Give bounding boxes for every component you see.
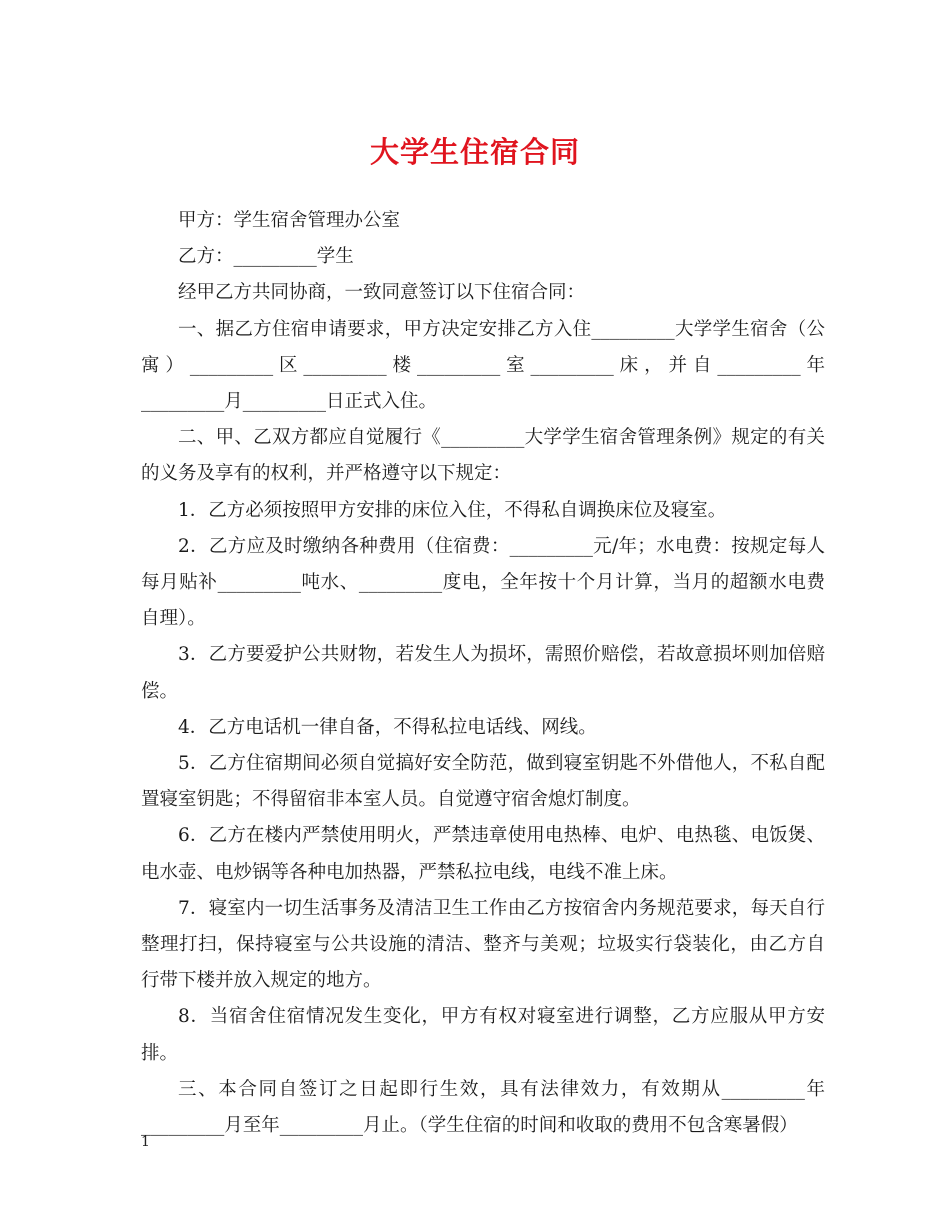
rule-3: 3．乙方要爱护公共财物，若发生人为损坏，需照价赔偿，若故意损坏则加倍赔偿。 xyxy=(141,644,825,702)
document-body xyxy=(141,203,825,1144)
rule-8: 8．当宿舍住宿情况发生变化，甲方有权对寝室进行调整，乙方应服从甲方安排。 xyxy=(141,1006,825,1064)
agreement-intro: 经甲乙方共同协商，一致同意签订以下住宿合同： xyxy=(178,282,586,304)
clause-2: 二、甲、乙双方都应自觉履行《_________大学学生宿舍管理条例》规定的有关的义务及享有的权利，并严格遵守以下规定： xyxy=(141,427,825,485)
clause-3: 三、本合同自签订之日起即行生效，具有法律效力，有效期从_________年_________月至年_________月止。（学生住宿的时间和收取的费用不包含寒暑假） xyxy=(141,1078,825,1137)
rule-5: 5．乙方住宿期间必须自觉搞好安全防范，做到寝室钥匙不外借他人，不私自配置寝室钥匙；不得留宿非本室人员。自觉遵守宿舍熄灯制度。 xyxy=(141,753,825,811)
document-title: 大学生住宿合同 xyxy=(369,135,580,169)
page-number: 1 xyxy=(141,1134,150,1150)
party-a-line: 甲方：学生宿舍管理办公室 xyxy=(178,210,401,231)
rule-7: 7．寝室内一切生活事务及清洁卫生工作由乙方按宿舍内务规范要求，每天自行整理打扫，保持寝室与公共设施的清洁、整齐与美观；垃圾实行袋装化，由乙方自行带下楼并放入规定的地方。 xyxy=(141,897,825,992)
rule-6: 6．乙方在楼内严禁使用明火，严禁违章使用电热棒、电炉、电热毯、电饭煲、电水壶、电炒锅等各种电加热器，严禁私拉电线，电线不准上床。 xyxy=(141,825,825,883)
party-b-line: 乙方：_________学生 xyxy=(178,246,354,268)
rule-2: 2．乙方应及时缴纳各种费用（住宿费：_________元/年；水电费：按规定每人每月贴补_________吨水、_________度电，全年按十个月计算，当月的超额水电费自理）。 xyxy=(141,535,825,630)
clause-1: 一、据乙方住宿申请要求，甲方决定安排乙方入住_________大学学生宿舍（公寓）_________区_________楼_________室_________床，并自_________年_________月_________日正式入住。 xyxy=(141,318,825,413)
rule-1: 1．乙方必须按照甲方安排的床位入住，不得私自调换床位及寝室。 xyxy=(178,499,727,521)
rule-4: 4．乙方电话机一律自备，不得私拉电话线、网线。 xyxy=(178,716,597,738)
